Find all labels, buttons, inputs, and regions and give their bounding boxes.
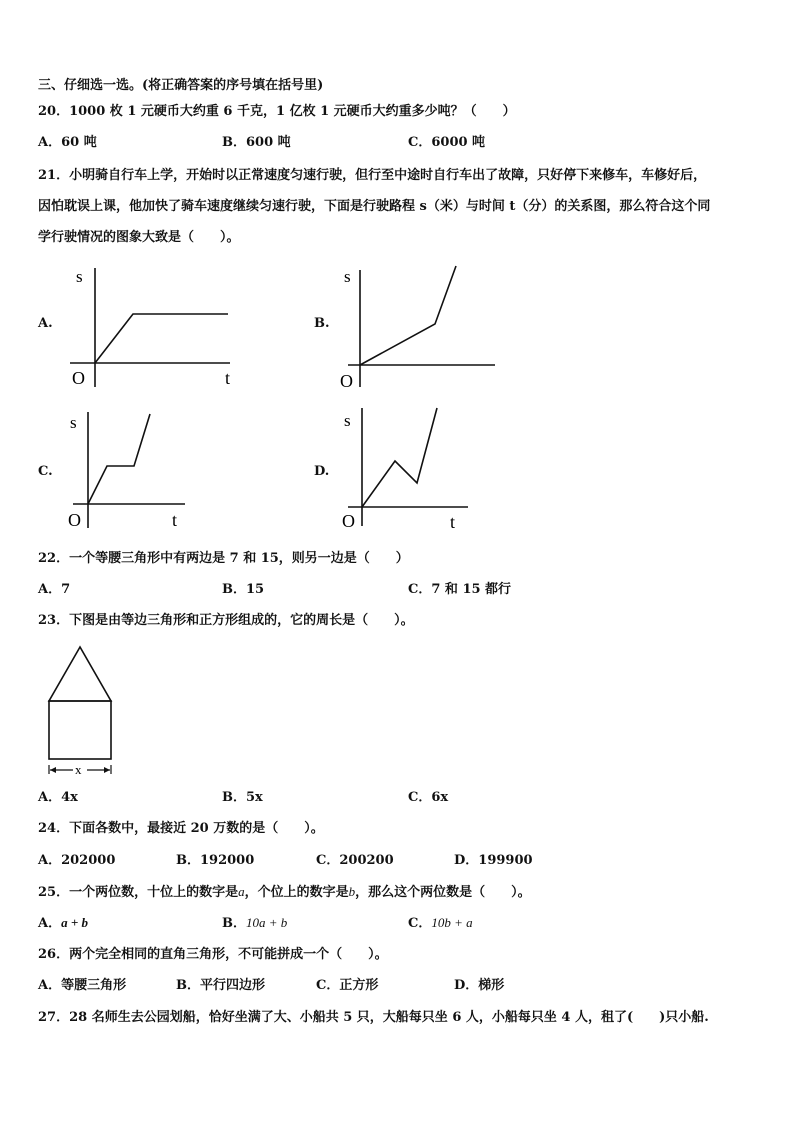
- graph-d: [340, 404, 480, 532]
- graph-b-origin: O: [340, 371, 353, 391]
- question-22-stem: 22．一个等腰三角形中有两边是 7 和 15，则另一边是（ ）: [38, 551, 409, 566]
- question-24-option-c: C．200200: [316, 853, 394, 868]
- graph-d-label: D.: [314, 464, 330, 479]
- graph-b-label: B.: [314, 316, 330, 331]
- graph-c-label: C.: [38, 464, 53, 479]
- question-25-var-a: a: [238, 884, 245, 899]
- question-22-option-a: A．7: [38, 582, 71, 597]
- question-25-stem-part-3: ，那么这个两位数是（ ）。: [355, 885, 531, 900]
- question-26-option-b: B．平行四边形: [176, 978, 265, 993]
- question-22-option-c: C．7 和 15 都行: [408, 582, 512, 597]
- question-25-option-c: [408, 914, 473, 933]
- section-title: 三、仔细选一选。(将正确答案的序号填在括号里): [38, 78, 324, 93]
- graph-b: [330, 262, 500, 392]
- question-20-stem: 20．1000 枚 1 元硬币大约重 6 千克，1 亿枚 1 元硬币大约重多少吨？（ ）: [38, 104, 516, 119]
- question-25-option-b-letter: B．: [222, 916, 246, 931]
- graph-a-axis-s: s: [76, 267, 83, 286]
- question-24-option-b: B．192000: [176, 853, 255, 868]
- question-25-option-a: [38, 914, 88, 933]
- question-25-stem-part-2: ，个位上的数字是: [244, 885, 349, 900]
- question-25-var-b: b: [348, 884, 356, 899]
- question-25-stem-part-1: 25．一个两位数，十位上的数字是: [38, 885, 239, 900]
- question-25-stem: [38, 883, 531, 902]
- question-26-stem: 26．两个完全相同的直角三角形，不可能拼成一个（ ）。: [38, 947, 388, 962]
- graph-a-origin: O: [72, 368, 85, 388]
- question-26-option-a: A．等腰三角形: [38, 978, 127, 993]
- graph-d-origin: O: [342, 511, 355, 531]
- graph-b-axis-s: s: [344, 267, 351, 286]
- question-25-option-c-expr: 10b + a: [431, 915, 473, 930]
- question-27-stem: 27．28 名师生去公园划船，恰好坐满了大、小船共 5 只，大船每只坐 6 人，小船每只坐 4 人，租了( )只小船.: [38, 1010, 709, 1025]
- question-26-option-c: C．正方形: [316, 978, 379, 993]
- house-figure: [40, 640, 125, 780]
- question-21-line-3: 学行驶情况的图象大致是（ ）。: [38, 230, 240, 245]
- question-20-option-a: A．60 吨: [38, 135, 97, 150]
- question-26-option-d: D．梯形: [454, 978, 505, 993]
- question-24-option-a: A．202000: [38, 853, 116, 868]
- question-22-option-b: B．15: [222, 582, 265, 597]
- question-24-option-d: D．199900: [454, 853, 533, 868]
- house-figure-label-x: x: [75, 762, 82, 777]
- question-20-option-c: C．6000 吨: [408, 135, 486, 150]
- question-25-option-b-expr: 10a + b: [246, 915, 288, 930]
- graph-c: [65, 408, 195, 533]
- graph-d-axis-s: s: [344, 411, 351, 430]
- question-25-option-c-letter: C．: [408, 916, 432, 931]
- graph-a: [60, 262, 250, 394]
- question-23-option-c: C．6x: [408, 790, 449, 805]
- question-21-line-2: 因怕耽误上课，他加快了骑车速度继续匀速行驶，下面是行驶路程 s（米）与时间 t（分）的关系图，那么符合这个同: [38, 199, 711, 214]
- graph-d-axis-t: t: [450, 512, 456, 532]
- graph-c-origin: O: [68, 510, 81, 530]
- question-25-option-b: [222, 914, 287, 933]
- question-23-stem: 23．下图是由等边三角形和正方形组成的，它的周长是（ ）。: [38, 613, 414, 628]
- question-24-stem: 24．下面各数中，最接近 20 万数的是（ ）。: [38, 821, 324, 836]
- graph-c-axis-s: s: [70, 413, 77, 432]
- graph-c-axis-t: t: [172, 510, 178, 530]
- question-20-option-b: B．600 吨: [222, 135, 291, 150]
- question-25-option-a-letter: A．: [38, 916, 62, 931]
- question-23-option-b: B．5x: [222, 790, 263, 805]
- question-23-option-a: A．4x: [38, 790, 78, 805]
- graph-a-axis-t: t: [225, 368, 231, 388]
- question-25-option-a-expr: a + b: [61, 915, 89, 930]
- graph-a-label: A.: [38, 316, 53, 331]
- question-21-line-1: 21．小明骑自行车上学，开始时以正常速度匀速行驶，但行至中途时自行车出了故障，只好停下来修车，车修好后，: [38, 168, 707, 183]
